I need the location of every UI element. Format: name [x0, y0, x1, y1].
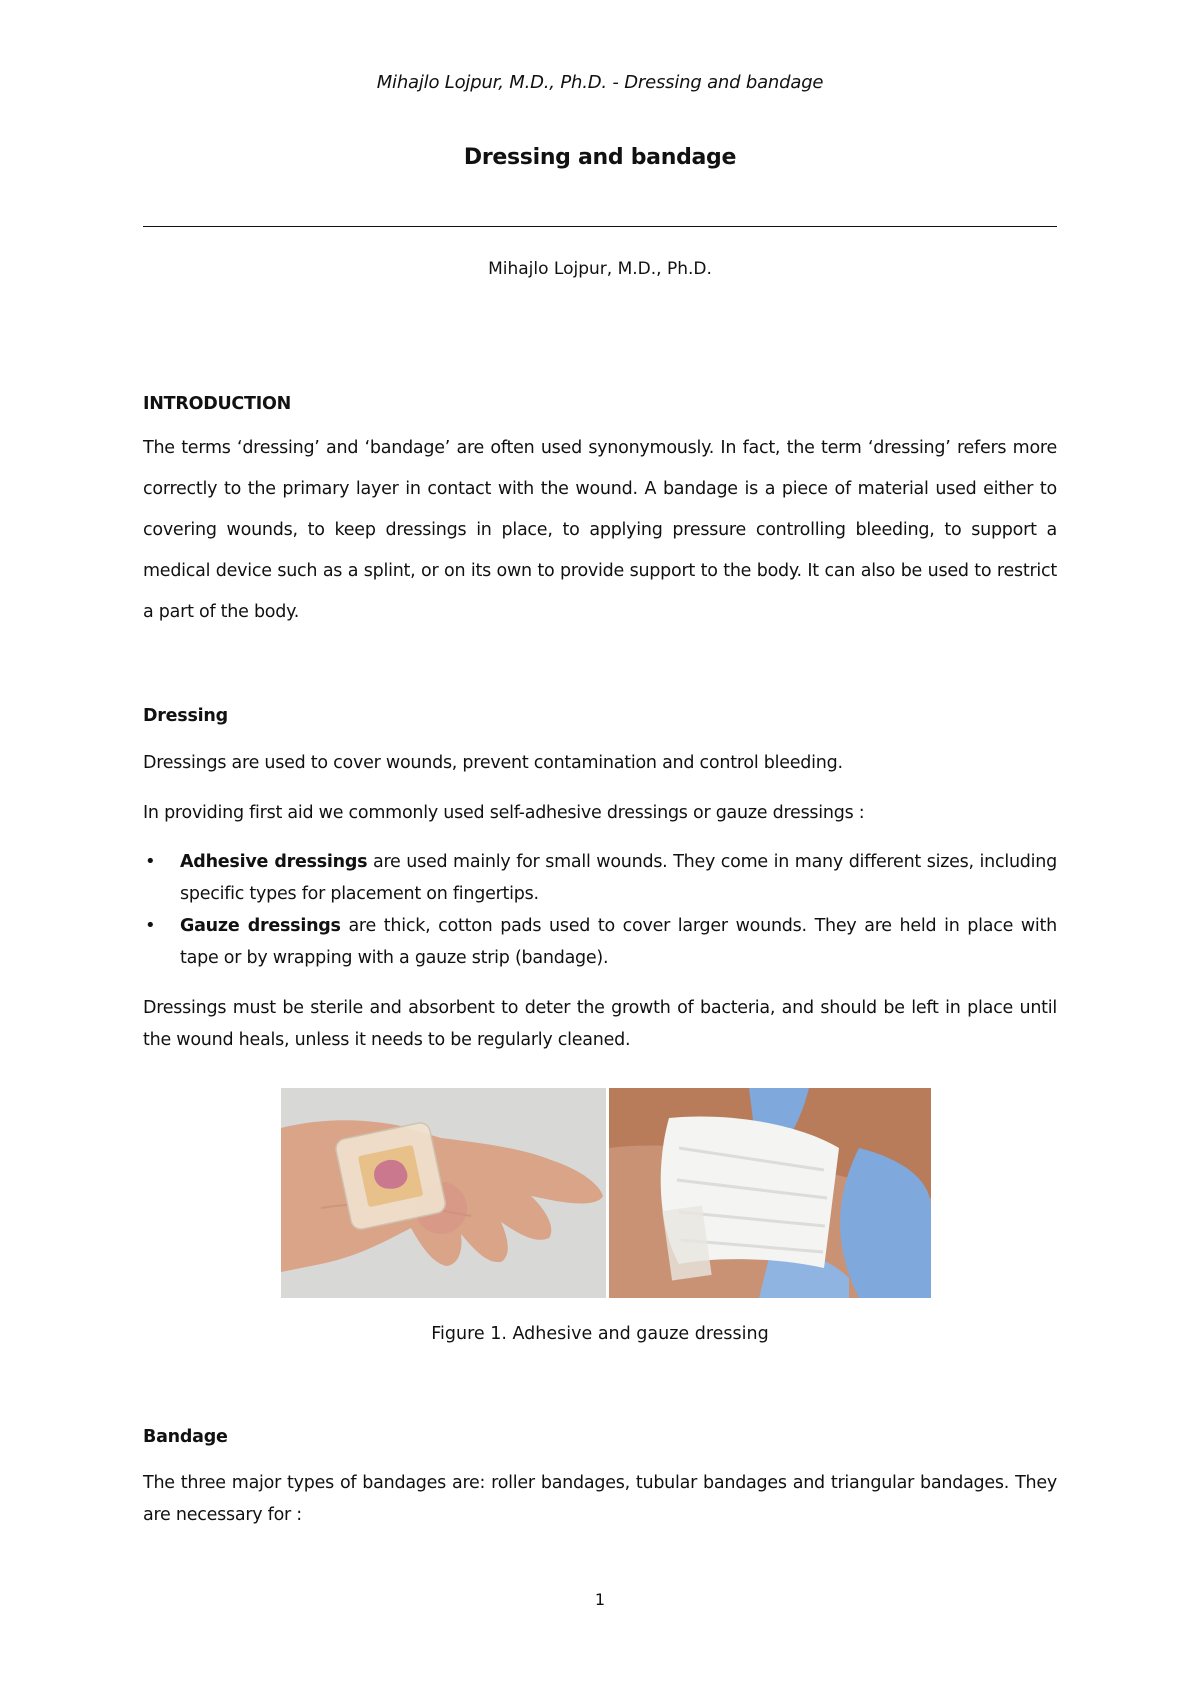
- dressing-section: [143, 706, 1057, 1056]
- author-line: Mihajlo Lojpur, M.D., Ph.D.: [488, 259, 712, 279]
- introduction-paragraph: The terms ‘dressing’ and ‘bandage’ are often used synonymously. In fact, the term ‘dressing’ refers more correctly to the primary layer in contact with the wound. A bandage is a piece of material used either to covering wounds, to keep dressings in place, to applying pressure controlling bleeding, to support a medical device such as a splint, or on its own to provide support to the body. It can also be used to restrict a part of the body.: [143, 438, 1057, 622]
- bandage-section: [143, 1427, 1057, 1531]
- dressing-paragraph-2: In providing first aid we commonly used self-adhesive dressings or gauze dressings :: [143, 803, 865, 823]
- bullet-text: are used mainly for small wounds. They come in many different sizes, including specific types for placement on fingertips.: [180, 852, 1057, 904]
- introduction-section: [143, 394, 1057, 633]
- gauze-dressing-photo: [609, 1088, 931, 1298]
- dressing-paragraph-1: Dressings are used to cover wounds, prevent contamination and control bleeding.: [143, 753, 843, 773]
- bandage-paragraph: The three major types of bandages are: roller bandages, tubular bandages and triangular bandages. They are necessary for :: [143, 1473, 1057, 1525]
- adhesive-dressing-photo: [281, 1088, 606, 1298]
- introduction-heading: INTRODUCTION: [143, 394, 291, 414]
- bullet-term: Gauze dressings: [180, 916, 341, 936]
- bullet-text: are thick, cotton pads used to cover larger wounds. They are held in place with tape or by wrapping with a gauze strip (bandage).: [180, 916, 1057, 968]
- gauze-dressing-illustration: [609, 1088, 931, 1298]
- document-title: Dressing and bandage: [463, 145, 737, 170]
- bullet-icon: •: [145, 915, 156, 936]
- list-item: [143, 910, 1057, 974]
- list-item: [143, 846, 1057, 910]
- bullet-icon: •: [145, 851, 156, 872]
- figure-caption: Figure 1. Adhesive and gauze dressing: [431, 1324, 769, 1344]
- dressing-heading: Dressing: [143, 706, 228, 726]
- running-header: Mihajlo Lojpur, M.D., Ph.D. - Dressing and bandage: [376, 72, 824, 93]
- page-number: 1: [594, 1590, 606, 1609]
- title-divider: [143, 226, 1057, 227]
- adhesive-dressing-illustration: [281, 1088, 606, 1298]
- bandage-heading: Bandage: [143, 1427, 228, 1447]
- figure-1: [281, 1088, 931, 1298]
- dressing-types-list: [143, 846, 1057, 974]
- bullet-term: Adhesive dressings: [180, 852, 368, 872]
- dressing-paragraph-3: Dressings must be sterile and absorbent to deter the growth of bacteria, and should be left in place until the wound heals, unless it needs to be regularly cleaned.: [143, 998, 1057, 1050]
